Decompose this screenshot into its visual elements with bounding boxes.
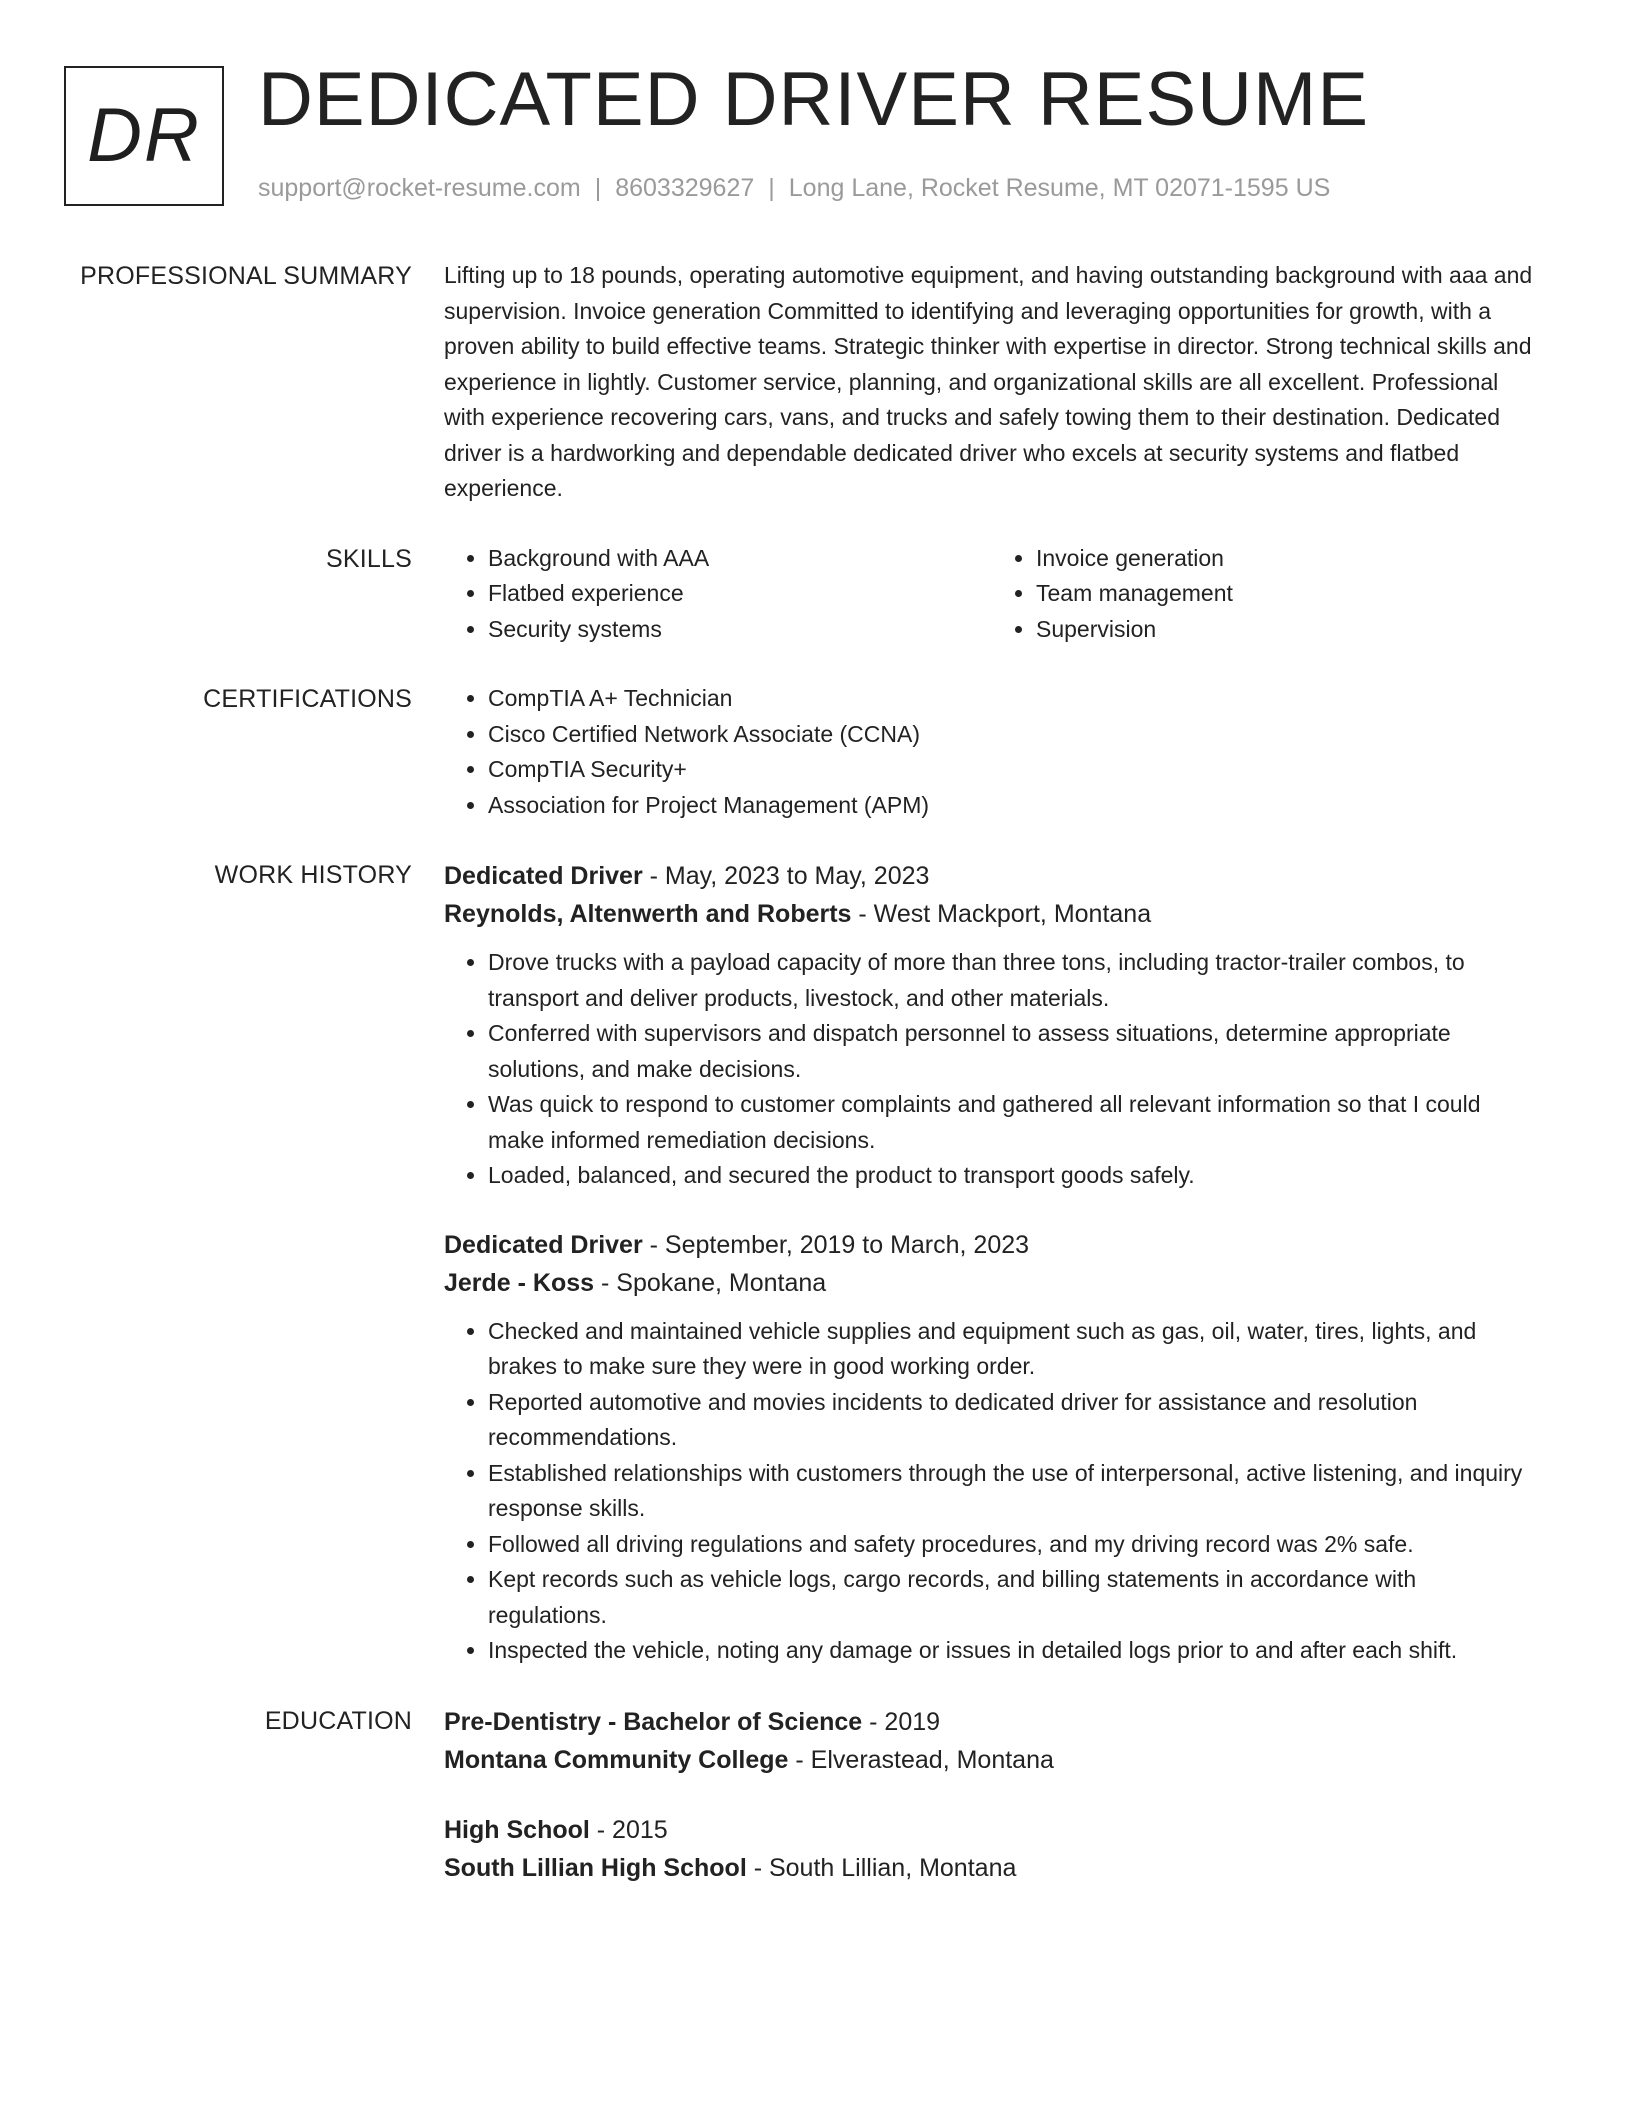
degree-line: [444, 1703, 1540, 1741]
skill-item: • Flatbed experience: [488, 576, 992, 612]
job-title: Dedicated Driver: [444, 1230, 643, 1259]
job-location: - Spokane, Montana: [594, 1268, 827, 1297]
work-history-section: [0, 857, 1632, 1669]
certifications-list: [444, 681, 1540, 823]
summary-section: [0, 258, 1632, 507]
certifications-section: [0, 681, 1632, 823]
job-company-line: [444, 895, 1540, 933]
job-duty-item: • Followed all driving regulations and safety procedures, and my driving record was 2% safe.: [488, 1527, 1540, 1563]
certification-item: • CompTIA Security+: [488, 752, 1540, 788]
job-entry: [444, 1226, 1540, 1669]
contact-phone: 8603329627: [615, 174, 755, 202]
job-duty-item: • Conferred with supervisors and dispatch personnel to assess situations, determine appropriate solutions, and make decisions.: [488, 1016, 1540, 1087]
job-duty-item: • Drove trucks with a payload capacity of more than three tons, including tractor-trailer combos, to transport and deliver products, livestock, and other materials.: [488, 945, 1540, 1016]
skill-item: • Supervision: [1036, 612, 1540, 648]
resume-title: DEDICATED DRIVER RESUME: [258, 57, 1370, 142]
job-title: Dedicated Driver: [444, 862, 643, 890]
summary-heading: PROFESSIONAL SUMMARY: [80, 262, 412, 290]
job-duty-item: • Established relationships with customers through the use of interpersonal, active listening, and inquiry response skills.: [488, 1456, 1540, 1527]
job-dates: - May, 2023 to May, 2023: [642, 862, 930, 890]
work-history-heading: WORK HISTORY: [214, 861, 412, 889]
degree-year: - 2019: [862, 1707, 941, 1736]
job-title-line: [444, 857, 1540, 895]
job-duty-item: • Checked and maintained vehicle supplies and equipment such as gas, oil, water, tires, lights, and brakes to make sure they were in good working order.: [488, 1314, 1540, 1385]
summary-text: Lifting up to 18 pounds, operating automotive equipment, and having outstanding background with aaa and supervision. Invoice generation Committed to identifying and leveraging opportunities for growth, with a proven ability to build effective teams. Strategic thinker with expertise in director. Strong technical skills and experience in lightly. Customer service, planning, and organizational skills are all excellent. Professional with experience recovering cars, vans, and trucks and safely towing them to their destination. Dedicated driver is a hardworking and dependable dedicated driver who excels at security systems and flatbed experience.: [444, 262, 1533, 501]
degree-name: High School: [444, 1815, 590, 1844]
job-duty-item: • Reported automotive and movies incidents to dedicated driver for assistance and resolution recommendations.: [488, 1385, 1540, 1456]
school-name: South Lillian High School: [444, 1853, 747, 1882]
education-entry: [444, 1811, 1540, 1887]
school-location: - Elverastead, Montana: [788, 1745, 1054, 1774]
monogram-initials: DR: [87, 93, 201, 178]
job-duty-item: • Was quick to respond to customer complaints and gathered all relevant information so that I could make informed remediation decisions.: [488, 1087, 1540, 1158]
job-duties-list: [444, 945, 1540, 1194]
skill-item: • Team management: [1036, 576, 1540, 612]
degree-line: [444, 1811, 1540, 1849]
certification-item: • Cisco Certified Network Associate (CCNA): [488, 717, 1540, 753]
contact-email: support@rocket-resume.com: [258, 174, 581, 202]
job-duty-item: • Kept records such as vehicle logs, cargo records, and billing statements in accordance with regulations.: [488, 1562, 1540, 1633]
education-entry: [444, 1703, 1540, 1779]
contact-address: Long Lane, Rocket Resume, MT 02071-1595 US: [788, 174, 1331, 202]
school-name: Montana Community College: [444, 1745, 789, 1774]
skill-item: • Invoice generation: [1036, 541, 1540, 577]
degree-year: - 2015: [589, 1815, 668, 1844]
job-duty-item: • Inspected the vehicle, noting any damage or issues in detailed logs prior to and after each shift.: [488, 1633, 1540, 1669]
job-company: Jerde - Koss: [444, 1268, 595, 1297]
school-line: [444, 1741, 1540, 1779]
certifications-heading: CERTIFICATIONS: [203, 685, 412, 713]
education-section: [0, 1703, 1632, 1887]
resume-content: [0, 258, 1632, 1921]
certification-item: • CompTIA A+ Technician: [488, 681, 1540, 717]
school-location: - South Lillian, Montana: [746, 1853, 1017, 1882]
skills-list-right: [992, 541, 1540, 648]
job-dates: - September, 2019 to March, 2023: [642, 1230, 1030, 1259]
school-line: [444, 1849, 1540, 1887]
skills-list-left: [444, 541, 992, 648]
skill-item: • Background with AAA: [488, 541, 992, 577]
skills-heading: SKILLS: [326, 544, 412, 573]
job-title-line: [444, 1226, 1540, 1264]
job-company: Reynolds, Altenwerth and Roberts: [444, 900, 852, 928]
monogram-box: [64, 66, 224, 206]
job-company-line: [444, 1264, 1540, 1302]
skills-section: [0, 541, 1632, 648]
job-duty-item: • Loaded, balanced, and secured the product to transport goods safely.: [488, 1158, 1540, 1194]
degree-name: Pre-Dentistry - Bachelor of Science: [444, 1707, 863, 1736]
job-duties-list: [444, 1314, 1540, 1669]
contact-line: [258, 174, 1330, 203]
job-entry: [444, 857, 1540, 1194]
job-location: - West Mackport, Montana: [851, 900, 1152, 928]
skill-item: • Security systems: [488, 612, 992, 648]
contact-separator: |: [594, 174, 602, 202]
contact-separator: |: [768, 174, 775, 202]
certification-item: • Association for Project Management (APM): [488, 788, 1540, 824]
education-heading: EDUCATION: [264, 1706, 412, 1735]
